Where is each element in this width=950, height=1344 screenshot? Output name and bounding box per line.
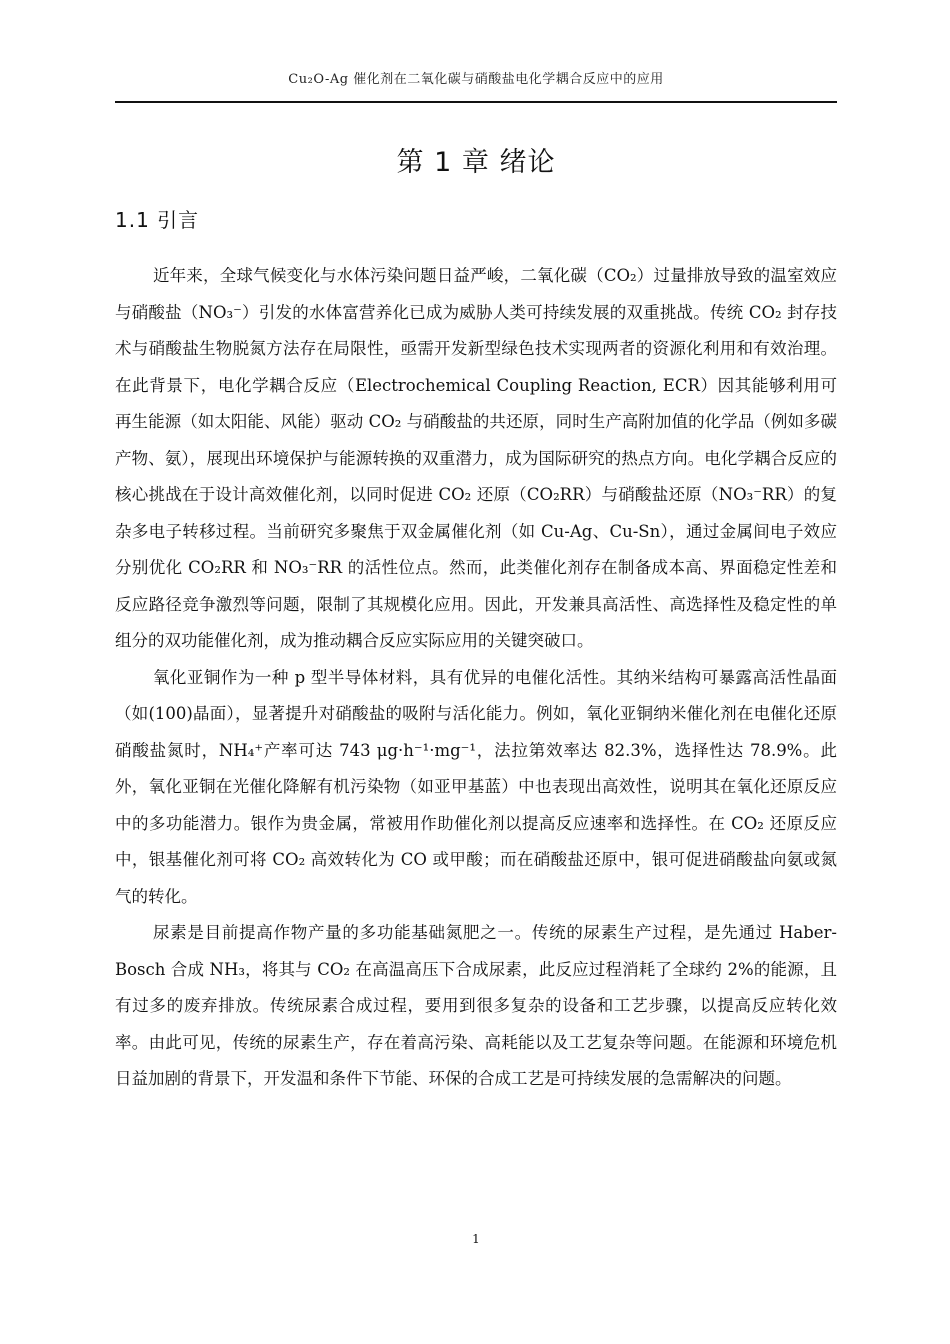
body-text <box>115 258 837 1098</box>
section-title: 1.1 引言 <box>115 208 200 232</box>
running-header: Cu₂O-Ag 催化剂在二氧化碳与硝酸盐电化学耦合反应中的应用 <box>288 72 664 87</box>
header-divider <box>115 101 837 103</box>
paragraph-3: 尿素是目前提高作物产量的多功能基础氮肥之一。传统的尿素生产过程，是先通过 Haber-Bosch 合成 NH₃，将其与 CO₂ 在高温高压下合成尿素，此反应过程消耗了全球约 2%的能源，且有过多的废弃排放。传统尿素合成过程，要用到很多复杂的设备和工艺步骤，以提高反应转化效率。由此可见，传统的尿素生产，存在着高污染、高耗能以及工艺复杂等问题。在能源和环境危机日益加剧的背景下，开发温和条件下节能、环保的合成工艺是可持续发展的急需解决的问题。 <box>115 923 837 1088</box>
paragraph-2: 氧化亚铜作为一种 p 型半导体材料，具有优异的电催化活性。其纳米结构可暴露高活性晶面（如(100)晶面），显著提升对硝酸盐的吸附与活化能力。例如，氧化亚铜纳米催化剂在电催化还原硝酸盐氮时，NH₄⁺产率可达 743 μg·h⁻¹·mg⁻¹，法拉第效率达 82.3%，选择性达 78.9%。此外，氧化亚铜在光催化降解有机污染物（如亚甲基蓝）中也表现出高效性，说明其在氧化还原反应中的多功能潜力。银作为贵金属，常被用作助催化剂以提高反应速率和选择性。在 CO₂ 还原反应中，银基催化剂可将 CO₂ 高效转化为 CO 或甲酸；而在硝酸盐还原中，银可促进硝酸盐向氨或氮气的转化。 <box>115 667 837 906</box>
chapter-title: 第 1 章 绪论 <box>396 147 556 178</box>
page-number: 1 <box>472 1232 480 1246</box>
paragraph-1: 近年来，全球气候变化与水体污染问题日益严峻，二氧化碳（CO₂）过量排放导致的温室效应与硝酸盐（NO₃⁻）引发的水体富营养化已成为威胁人类可持续发展的双重挑战。传统 CO₂ 封存技术与硝酸盐生物脱氮方法存在局限性，亟需开发新型绿色技术实现两者的资源化利用和有效治理。在此背景下，电化学耦合反应（Electrochemical Coupling Reaction, ECR）因其能够利用可再生能源（如太阳能、风能）驱动 CO₂ 与硝酸盐的共还原，同时生产高附加值的化学品（例如多碳产物、氨），展现出环境保护与能源转换的双重潜力，成为国际研究的热点方向。电化学耦合反应的核心挑战在于设计高效催化剂，以同时促进 CO₂ 还原（CO₂RR）与硝酸盐还原（NO₃⁻RR）的复杂多电子转移过程。当前研究多聚焦于双金属催化剂（如 Cu-Ag、Cu-Sn），通过金属间电子效应分别优化 CO₂RR 和 NO₃⁻RR 的活性位点。然而，此类催化剂存在制备成本高、界面稳定性差和反应路径竞争激烈等问题，限制了其规模化应用。因此，开发兼具高活性、高选择性及稳定性的单组分的双功能催化剂，成为推动耦合反应实际应用的关键突破口。 <box>115 266 837 650</box>
